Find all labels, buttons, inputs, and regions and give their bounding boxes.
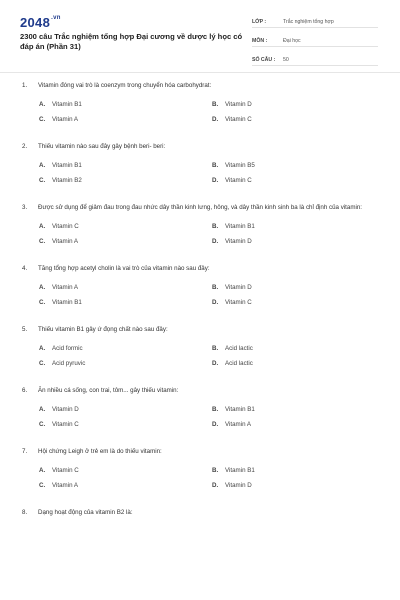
meta-class-row	[252, 14, 378, 28]
option-letter: D.	[212, 177, 219, 184]
answer-option-c[interactable]	[39, 177, 212, 184]
option-text: Vitamin A	[225, 421, 252, 428]
answer-option-a[interactable]	[39, 345, 212, 352]
option-letter: A.	[39, 406, 46, 413]
answer-options	[39, 345, 378, 367]
option-text: Vitamin D	[225, 284, 252, 291]
option-letter: B.	[212, 162, 219, 169]
option-text: Vitamin B1	[225, 223, 255, 230]
answer-option-a[interactable]	[39, 406, 212, 413]
answer-option-d[interactable]	[212, 177, 385, 184]
answer-option-a[interactable]	[39, 467, 212, 474]
site-logo[interactable]	[20, 15, 61, 30]
answer-option-d[interactable]	[212, 299, 385, 306]
option-text: Vitamin A	[52, 482, 79, 489]
meta-count-label: SỐ CÂU :	[252, 57, 276, 63]
option-letter: C.	[39, 177, 46, 184]
question-text	[22, 507, 378, 518]
option-letter: A.	[39, 467, 46, 474]
option-text: Vitamin A	[52, 284, 79, 291]
option-text: Vitamin B1	[52, 162, 82, 169]
question-text	[22, 202, 378, 213]
meta-subject-value: Đại học	[283, 38, 301, 44]
meta-count-row	[252, 52, 378, 66]
document-meta	[252, 14, 378, 71]
option-text: Vitamin A	[52, 238, 79, 245]
answer-options	[39, 223, 378, 245]
document-header	[0, 0, 400, 72]
meta-count-value: 50	[283, 57, 289, 63]
option-letter: C.	[39, 116, 46, 123]
question-item	[22, 446, 378, 489]
option-letter: D.	[212, 360, 219, 367]
option-text: Acid lactic	[225, 345, 253, 352]
option-text: Vitamin D	[225, 238, 252, 245]
question-body: Vitamin đóng vai trò là coenzym trong chuyển hóa carbohydrat:	[38, 82, 212, 89]
option-letter: A.	[39, 345, 46, 352]
question-list	[0, 80, 400, 518]
option-text: Vitamin C	[225, 177, 252, 184]
question-body: Dạng hoạt động của vitamin B2 là:	[38, 509, 133, 516]
option-text: Vitamin D	[52, 406, 79, 413]
question-text	[22, 263, 378, 274]
question-number: 8.	[22, 509, 28, 516]
answer-option-a[interactable]	[39, 284, 212, 291]
answer-option-c[interactable]	[39, 299, 212, 306]
question-number: 3.	[22, 204, 28, 211]
answer-options	[39, 162, 378, 184]
header-divider	[0, 72, 400, 73]
question-number: 6.	[22, 387, 28, 394]
answer-options	[39, 467, 378, 489]
logo-text: 2048	[20, 15, 51, 30]
option-text: Acid pyruvic	[52, 360, 86, 367]
answer-option-c[interactable]	[39, 116, 212, 123]
question-number: 5.	[22, 326, 28, 333]
question-body: Ăn nhiều cá sống, con trai, tôm... gây thiếu vitamin:	[38, 387, 179, 394]
question-body: Hội chứng Leigh ở trẻ em là do thiếu vitamin:	[38, 448, 162, 455]
document-title: 2300 câu Trắc nghiệm tổng hợp Đại cương về dược lý học có đáp án (Phần 31)	[20, 32, 243, 51]
option-letter: B.	[212, 284, 219, 291]
option-letter: D.	[212, 482, 219, 489]
option-letter: B.	[212, 406, 219, 413]
meta-subject-row	[252, 33, 378, 47]
answer-option-b[interactable]	[212, 467, 385, 474]
option-text: Vitamin D	[225, 482, 252, 489]
option-letter: B.	[212, 467, 219, 474]
option-text: Acid formic	[52, 345, 83, 352]
option-text: Vitamin B2	[52, 177, 82, 184]
question-text	[22, 324, 378, 335]
answer-option-b[interactable]	[212, 223, 385, 230]
option-letter: A.	[39, 162, 46, 169]
question-text	[22, 80, 378, 91]
option-letter: B.	[212, 345, 219, 352]
question-text	[22, 385, 378, 396]
answer-option-c[interactable]	[39, 238, 212, 245]
logo-suffix: .vn	[51, 15, 61, 21]
meta-class-value: Trắc nghiệm tổng hợp	[283, 19, 334, 25]
answer-options	[39, 406, 378, 428]
answer-option-d[interactable]	[212, 360, 385, 367]
option-letter: A.	[39, 101, 46, 108]
question-number: 1.	[22, 82, 28, 89]
option-letter: A.	[39, 223, 46, 230]
answer-option-b[interactable]	[212, 284, 385, 291]
option-text: Vitamin C	[225, 116, 252, 123]
question-number: 2.	[22, 143, 28, 150]
option-letter: D.	[212, 421, 219, 428]
meta-subject-label: MÔN :	[252, 38, 268, 44]
option-text: Vitamin D	[225, 101, 252, 108]
option-letter: C.	[39, 299, 46, 306]
question-item	[22, 263, 378, 306]
option-text: Vitamin C	[52, 223, 79, 230]
answer-option-a[interactable]	[39, 223, 212, 230]
answer-option-d[interactable]	[212, 238, 385, 245]
question-text	[22, 446, 378, 457]
option-letter: D.	[212, 238, 219, 245]
answer-options	[39, 284, 378, 306]
question-body: Tăng tổng hợp acetyl cholin là vai trò của vitamin nào sau đây:	[38, 265, 210, 272]
option-text: Vitamin B1	[225, 467, 255, 474]
question-text	[22, 141, 378, 152]
option-letter: D.	[212, 116, 219, 123]
option-text: Vitamin C	[52, 421, 79, 428]
option-letter: C.	[39, 238, 46, 245]
question-number: 7.	[22, 448, 28, 455]
option-text: Vitamin B1	[225, 406, 255, 413]
answer-option-c[interactable]	[39, 421, 212, 428]
meta-class-label: LỚP :	[252, 19, 267, 25]
option-letter: D.	[212, 299, 219, 306]
answer-option-a[interactable]	[39, 101, 212, 108]
option-text: Vitamin B5	[225, 162, 255, 169]
question-item	[22, 507, 378, 518]
answer-option-d[interactable]	[212, 482, 385, 489]
answer-option-b[interactable]	[212, 406, 385, 413]
question-body: Được sử dụng để giảm đau trong đau nhức dây thần kinh lưng, hông, và dây thần kinh sinh ba là chỉ định của vitamin:	[38, 204, 363, 211]
option-letter: C.	[39, 421, 46, 428]
answer-option-c[interactable]	[39, 360, 212, 367]
question-body: Thiếu vitamin B1 gây ứ đọng chất nào sau đây:	[38, 326, 168, 333]
question-body: Thiếu vitamin nào sau đây gây bệnh beri- beri:	[38, 143, 166, 150]
question-item	[22, 324, 378, 367]
option-letter: C.	[39, 482, 46, 489]
option-text: Vitamin B1	[52, 299, 82, 306]
question-item	[22, 80, 378, 123]
option-text: Vitamin A	[52, 116, 79, 123]
option-letter: B.	[212, 223, 219, 230]
answer-option-c[interactable]	[39, 482, 212, 489]
question-item	[22, 385, 378, 428]
question-number: 4.	[22, 265, 28, 272]
option-text: Vitamin C	[225, 299, 252, 306]
option-text: Vitamin C	[52, 467, 79, 474]
answer-option-a[interactable]	[39, 162, 212, 169]
answer-option-b[interactable]	[212, 162, 385, 169]
answer-option-b[interactable]	[212, 101, 385, 108]
question-item	[22, 202, 378, 245]
option-letter: C.	[39, 360, 46, 367]
option-letter: A.	[39, 284, 46, 291]
answer-options	[39, 101, 378, 123]
option-text: Vitamin B1	[52, 101, 82, 108]
option-letter: B.	[212, 101, 219, 108]
answer-option-d[interactable]	[212, 421, 385, 428]
option-text: Acid lactic	[225, 360, 253, 367]
question-item	[22, 141, 378, 184]
answer-option-d[interactable]	[212, 116, 385, 123]
answer-option-b[interactable]	[212, 345, 385, 352]
